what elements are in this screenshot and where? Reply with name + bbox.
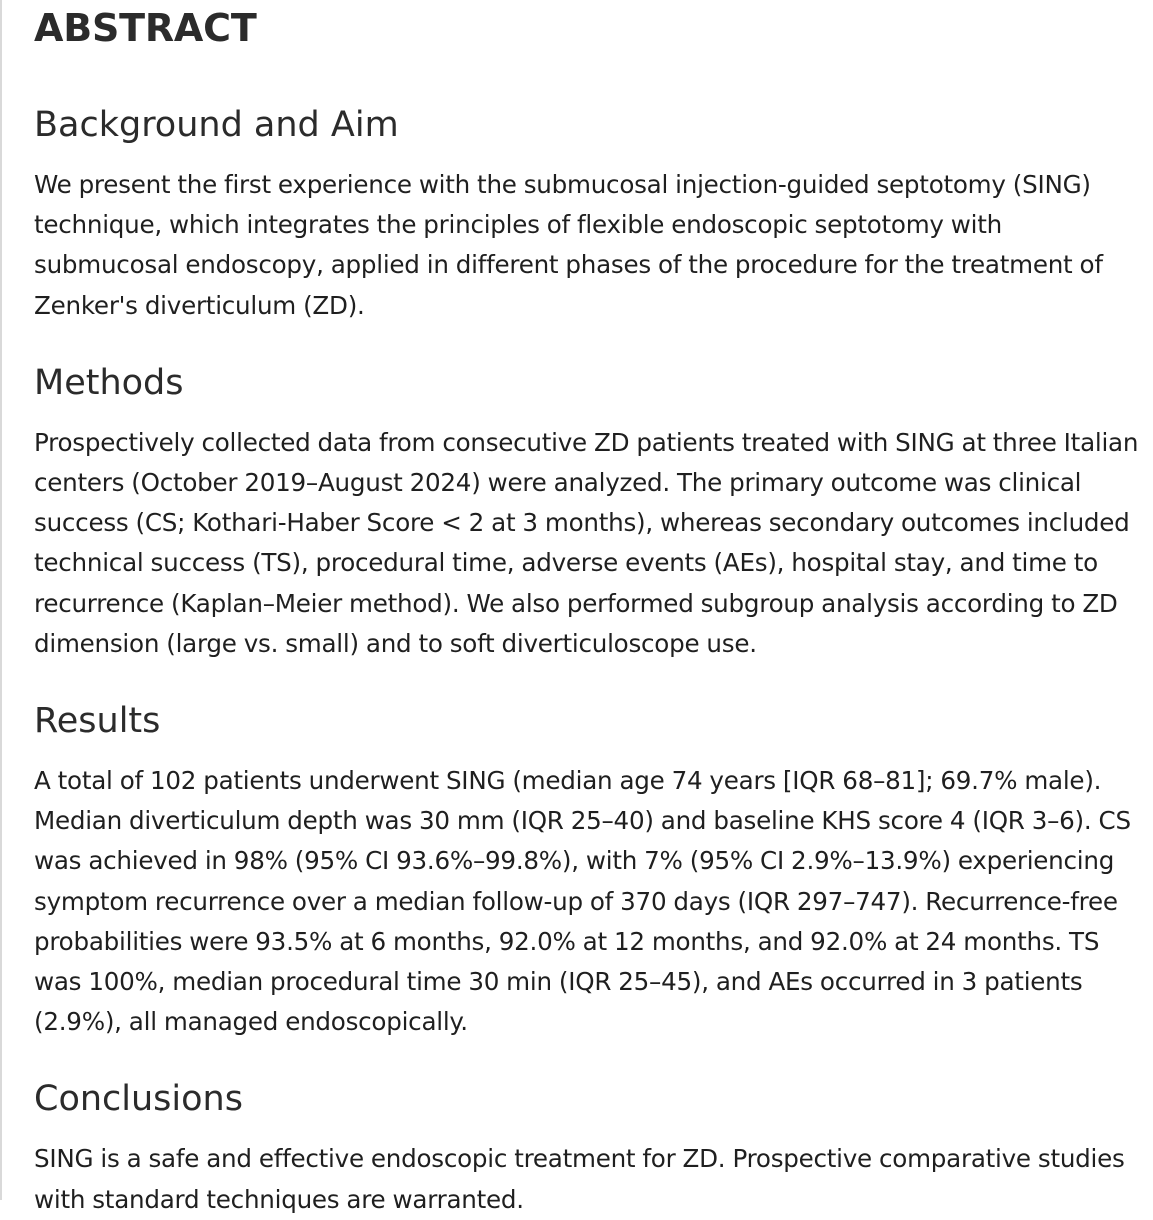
section-heading-methods: Methods	[34, 362, 184, 403]
abstract-title: ABSTRACT	[34, 6, 257, 50]
section-body-methods: Prospectively collected data from consecutive ZD patients treated with SING at three Italian centers (October 2019–August 2024) were analyzed. The primary outcome was clinical success (CS; Kothari-Haber Score < 2 at 3 months), whereas secondary outcomes included technical success (TS), procedural time, adverse events (AEs), hospital stay, and time to recurrence (Kaplan–Meier method). We also performed subgroup analysis according to ZD dimension (large vs. small) and to soft diverticuloscope use.	[34, 427, 1139, 658]
left-border-rule	[0, 0, 2, 1200]
section-body-background-and-aim: We present the first experience with the submucosal injection-guided septotomy (SING) technique, which integrates the principles of flexible endoscopic septotomy with submucosal endoscopy, applied in different phases of the procedure for the treatment of Zenker's diverticulum (ZD).	[34, 170, 1103, 320]
section-heading-background-and-aim: Background and Aim	[34, 105, 399, 145]
section-body-conclusions: SING is a safe and effective endoscopic treatment for ZD. Prospective comparative studies with standard techniques are warranted.	[34, 1144, 1125, 1214]
section-results	[34, 699, 1146, 1042]
abstract	[34, 0, 1146, 1220]
section-heading-results: Results	[34, 701, 161, 742]
section-heading-conclusions: Conclusions	[34, 1079, 243, 1120]
section-conclusions	[34, 1077, 1146, 1219]
section-background-and-aim	[34, 103, 1146, 326]
section-body-results: A total of 102 patients underwent SING (median age 74 years [IQR 68–81]; 69.7% male). Median diverticulum depth was 30 mm (IQR 25–40) and baseline KHS score 4 (IQR 3–6). CS was achieved in 98% (95% CI 93.6%–99.8%), with 7% (95% CI 2.9%–13.9%) experiencing symptom recurrence over a median follow-up of 370 days (IQR 297–747). Recurrence-free probabilities were 93.5% at 6 months, 92.0% at 12 months, and 92.0% at 24 months. TS was 100%, median procedural time 30 min (IQR 25–45), and AEs occurred in 3 patients (2.9%), all managed endoscopically.	[34, 766, 1131, 1037]
section-methods	[34, 361, 1146, 664]
